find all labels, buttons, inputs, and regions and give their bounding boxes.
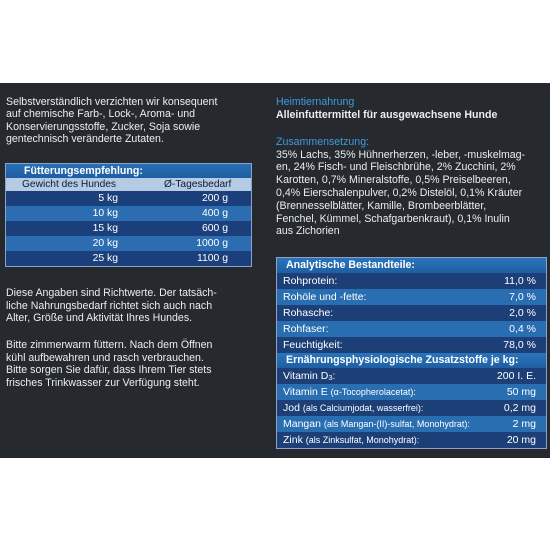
amount-cell: 400 g [201,208,228,219]
zink-note: (als Zinksulfat, Monohydrat): [305,435,420,445]
additive-label [283,384,416,400]
analytics-table [276,257,547,449]
storage-line: Bitte zimmerwarm füttern. Nach dem Öffnen [6,339,213,351]
storage-line: Bitte sorgen Sie dafür, dass Ihrem Tier stets [6,364,212,376]
table-row [6,251,251,266]
feeding-title: Fütterungsempfehlung: [6,164,251,178]
intro-line: Konservierungsstoffe, Zucker, Soja sowie [6,121,201,133]
table-row [277,432,546,448]
analytics-value: 0,4 % [509,323,536,335]
zink-label: Zink [283,434,303,446]
weight-cell: 5 kg [98,193,118,204]
analytics-label: Rohfaser: [283,323,329,335]
mangan-note: (als Mangan-(II)-sulfat, Monohydrat): [323,419,470,429]
weight-cell: 15 kg [92,223,118,234]
vitd-label: Vitamin D [283,370,329,382]
additive-value: 50 mg [506,386,536,398]
composition-line: en, 24% Fisch- und Fleischbrühe, 2% Zucchini, 2% [276,161,516,173]
jod-note: (als Calciumjodat, wasserfrei): [302,403,424,413]
amount-cell: 1100 g [196,253,228,264]
vite-label: Vitamin E [283,386,328,398]
table-row [277,305,546,321]
table-row [6,206,251,221]
additive-value: 0,2 mg [503,402,536,414]
additive-label [283,368,335,384]
intro-line: gentechnisch veränderte Zutaten. [6,133,164,145]
storage-line: kühl aufbewahren und rasch verbrauchen. [6,352,204,364]
composition-title: Zusammensetzung: [276,136,370,148]
vitd-colon: : [332,370,336,382]
analytics-value: 11,0 % [504,275,536,287]
analytics-label: Rohprotein: [283,275,338,287]
product-category: Heimtiernahrung [276,96,355,108]
table-row [6,236,251,251]
table-row [277,289,546,305]
composition-line: Fenchel, Kümmel, Schafgarbenkraut), 0,1% Inulin [276,213,510,225]
amount-cell: 600 g [201,223,228,234]
table-row [6,221,251,236]
analytics-label: Feuchtigkeit: [283,339,343,351]
analytics-value: 78,0 % [503,339,536,351]
table-row [277,400,546,416]
vite-note: (α-Tocopherolacetat): [330,387,416,397]
additive-label [283,432,419,448]
analytics-label: Rohöle und -fette: [283,291,367,303]
table-row [277,368,546,384]
intro-line: auf chemische Farb-, Lock-, Aroma- und [6,108,196,120]
amount-cell: 200 g [201,193,228,204]
guide-line: Alter, Größe und Aktivität Ihres Hundes. [6,312,193,324]
col-amount: Ø-Tagesbedarf [164,179,232,190]
weight-cell: 10 kg [92,208,118,219]
weight-cell: 25 kg [92,253,118,264]
table-row [277,337,546,353]
table-row [277,384,546,400]
composition-line: 0,4% Eierschalenpulver, 0,2% Distelöl, 0,1% Kräuter [276,187,523,199]
mangan-label: Mangan [283,418,321,430]
amount-cell: 1000 g [196,238,228,249]
analytics-label: Rohasche: [283,307,334,319]
storage-line: frisches Trinkwasser zur Verfügung steht. [6,377,200,389]
additive-label [283,400,423,416]
additive-value: 20 mg [506,434,536,446]
guide-line: liche Nahrungsbedarf richtet sich auch nach [6,300,213,312]
table-row [277,273,546,289]
composition-line: (Brennesselblätter, Kamille, Brombeerblätter, [276,200,487,212]
additive-label [283,416,470,432]
analytics-value: 7,0 % [509,291,536,303]
additives-title: Ernährungsphysiologische Zusatzstoffe je kg: [277,353,546,368]
jod-label: Jod [283,402,300,414]
product-type: Alleinfuttermittel für ausgewachsene Hunde [276,109,498,121]
feeding-table [5,163,252,267]
intro-line: Selbstverständlich verzichten wir konsequent [6,96,218,108]
weight-cell: 20 kg [92,238,118,249]
vitd-subscript: 3 [328,373,333,382]
guide-line: Diese Angaben sind Richtwerte. Der tatsäch- [6,287,217,299]
composition-line: 35% Lachs, 35% Hühnerherzen, -leber, -muskelmag- [276,149,526,161]
additive-value: 200 I. E. [496,370,536,382]
table-row [277,321,546,337]
analytics-title: Analytische Bestandteile: [277,258,546,273]
feeding-column-headers [6,178,251,191]
table-row [277,416,546,432]
additive-value: 2 mg [512,418,536,430]
analytics-value: 2,0 % [509,307,536,319]
composition-line: Karotten, 0,7% Mineralstoffe, 0,5% Preiselbeeren, [276,174,511,186]
composition-line: aus Zichorien [276,225,340,237]
table-row [6,191,251,206]
col-weight: Gewicht des Hundes [22,179,117,190]
